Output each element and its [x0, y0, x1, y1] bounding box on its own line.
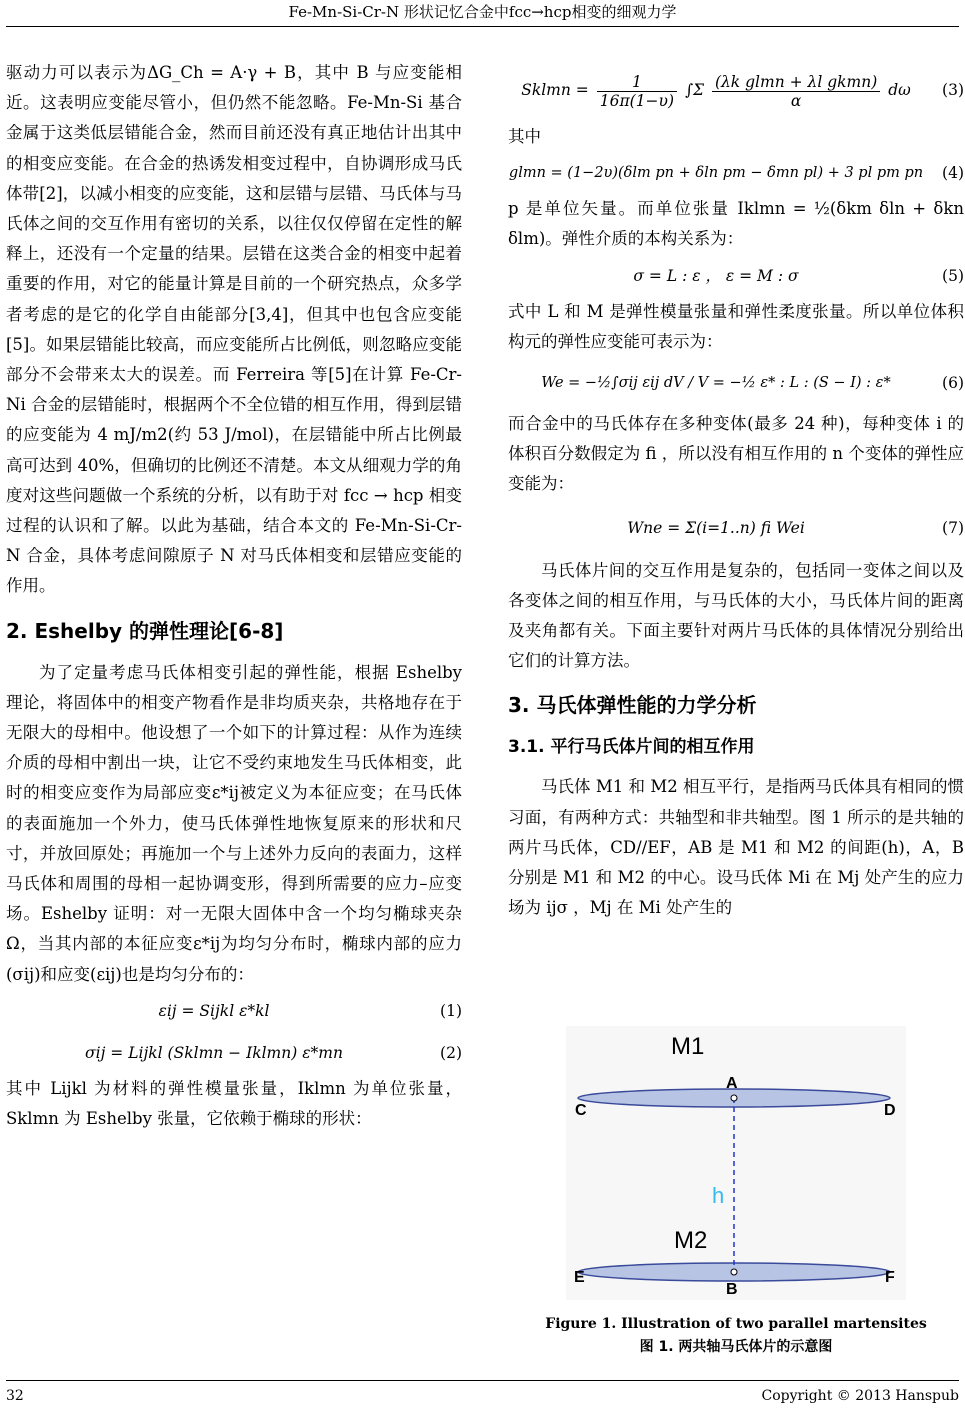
header-title: Fe-Mn-Si-Cr-N 形状记忆合金中fcc→hcp相变的细观力学 [288, 3, 677, 21]
equation-3-lhs: Sklmn = [521, 81, 589, 99]
equation-3-body [508, 58, 924, 122]
section-heading-mechanics: 3. 马氏体弹性能的力学分析 [508, 693, 757, 718]
equation-3-number: (3) [942, 81, 964, 99]
paragraph-variants: 而合金中的马氏体存在多种变体(最多 24 种)，每种变体 i 的体积百分数假定为 fi ，所以没有相互作用的 n 个变体的弹性应变能为： [508, 414, 964, 494]
equation-4-body: glmn = (1−2υ)(δlm pn + δln pm − δmn pl) + 3 pl pm pn [508, 165, 924, 182]
section-heading-eshelby: 2. Eshelby 的弹性理论[6-8] [6, 618, 284, 643]
paragraph-where: 其中 [508, 127, 541, 146]
label-d: D [884, 1102, 896, 1119]
equation-5 [508, 255, 964, 297]
paragraph-driving-force: 驱动力可以表示为ΔG_Ch = A·γ + B，其中 B 与应变能相近。这表明应变能尽管小，但仍然不能忽略。Fe-Mn-Si 基合金属于这类低层错能合金，然而目前还没有真正地估计出其中的相变应变能。在合金的热诱发相变过程中，自协调形成马氏体带[2]，以减小相变的应变能，这和层错与层错、马氏体与马氏体之间的交互作用有密切的关系，以往仅仅停留在定性的解释上，还没有一个定量的结果。层错在这类合金的相变中起着重要的作用，对它的能量计算是目前的一个研究热点，众多学者考虑的是它的化学自由能部分[3,4]，但其中也包含应变能[5]。如果层错能比较高，而应变能所占比例低，则忽略应变能部分不会带来太大的误差。而 Ferreira 等[5]在计算 Fe-Cr-Ni 合金的层错能时，根据两个不全位错的相互作用，得到层错的应变能为 4 mJ/m2(约 53 J/mol)，在层错能中所占比例最高可达到 40%，但确切的比例还不清楚。本文从细观力学的角度对这些问题做一个系统的分析，以有助于对 fcc → hcp 相变过程的认识和了解。以此为基础，结合本文的 Fe-Mn-Si-Cr-N 合金，具体考虑间隙原子 N 对马氏体相变和层错应变能的作用。 [6, 63, 462, 596]
paragraph-tensors: 其中 Lijkl 为材料的弹性模量张量，Iklmn 为单位张量，Sklmn 为 Eshelby 张量，它依赖于椭球的形状： [6, 1078, 462, 1129]
equation-3 [508, 58, 964, 122]
paragraph-elastic-energy: 式中 L 和 M 是弹性模量张量和弹性柔度张量。所以单位体积构元的弹性应变能可表示为： [508, 301, 964, 351]
equation-6-body: We = −½∫σij εij dV / V = −½ ε* : L : (S − I) : ε* [541, 375, 891, 392]
running-header [0, 2, 965, 22]
subsection-heading-parallel: 3.1. 平行马氏体片间的相互作用 [508, 737, 755, 758]
header-rule [6, 26, 959, 27]
label-e: E [574, 1269, 585, 1286]
label-b: B [726, 1281, 738, 1298]
figure-caption-english: Figure 1. Illustration of two parallel martensites [545, 1316, 927, 1332]
paragraph-eshelby-theory: 为了定量考虑马氏体相变引起的弹性能，根据 Eshelby 理论，将固体中的相变产物看作是非均质夹杂，共格地存在于无限大的母相中。他设想了一个如下的计算过程：从作为连续介质的母相中割出一块，让它不受约束地发生马氏体相变，此时的相变应变作为局部应变ε*ij被定义为本征应变；在马氏体的表面施加一个外力，使马氏体弹性地恢复原来的形状和尺寸，并放回原处；再施加一个与上述外力反向的表面力，这样马氏体和周围的母相一起协调变形，得到所需要的应力–应变场。Eshelby 证明：对一无限大固体中含一个均匀椭球夹杂 Ω，当其内部的本征应变ε*ij为均匀分布时，椭球内部的应力(σij)和应变(εij)也是均匀分布的： [6, 662, 462, 984]
equation-3-prefactor: $\frac{1}{16\pi(1-\upsilon)}$ [597, 73, 677, 110]
paragraph-unit-tensor: p 是单位矢量。而单位张量 Iklmn = ½(δkm δln + δkn δlm)。弹性介质的本构关系为： [508, 199, 964, 249]
figure-parallel-martensites [566, 1026, 906, 1300]
label-m2: M2 [674, 1227, 708, 1254]
center-a [731, 1095, 737, 1101]
equation-2-body: σij = Lijkl (Sklmn − Iklmn) ε*mn [85, 1043, 343, 1062]
footer-rule [6, 1380, 959, 1381]
equation-3-integral: ∫Σ [684, 81, 704, 99]
equation-1-number: (1) [440, 1001, 462, 1020]
page-number: 32 [6, 1388, 24, 1404]
equation-1-body: εij = Sijkl ε*kl [158, 1001, 270, 1020]
label-h: h [712, 1183, 725, 1208]
figure-caption-chinese: 图 1. 两共轴马氏体片的示意图 [639, 1339, 833, 1355]
equation-7-number: (7) [942, 518, 964, 537]
equation-7-body: Wne = Σ(i=1..n) fi Wei [627, 518, 805, 537]
left-column [6, 58, 462, 1134]
equation-6 [508, 357, 964, 409]
equation-4 [508, 152, 964, 194]
figure-background [566, 1026, 906, 1300]
label-m1: M1 [671, 1033, 705, 1060]
equation-5-body: σ = L : ε ， ε = M : σ [633, 266, 799, 285]
label-a: A [726, 1075, 738, 1092]
equation-4-number: (4) [942, 164, 964, 183]
center-b [731, 1269, 737, 1275]
right-column [508, 58, 964, 923]
label-c: C [575, 1102, 587, 1119]
paragraph-parallel-martensites: 马氏体 M1 和 M2 相互平行，是指两马氏体具有相同的惯习面，有两种方式：共轴型和非共轴型。图 1 所示的是共轴的两片马氏体，CD//EF，AB 是 M1 和 M2 的间距(h)，A，B 分别是 M1 和 M2 的中心。设马氏体 Mi 在 Mj 处产生的应力场为 ijσ ，Mj 在 Mi 处产生的 [508, 777, 964, 918]
equation-2-number: (2) [440, 1043, 462, 1062]
label-f: F [885, 1269, 895, 1286]
equation-3-integrand: $\frac{\text{(λk glmn + λl gkmn)}}{\alpha}$ [712, 73, 880, 110]
paragraph-interaction: 马氏体片间的交互作用是复杂的，包括同一变体之间以及各变体之间的相互作用，与马氏体的大小，马氏体片间的距离及夹角都有关。下面主要针对两片马氏体的具体情况分别给出它们的计算方法。 [508, 560, 964, 671]
equation-3-dw: dω [888, 81, 911, 99]
equation-5-number: (5) [942, 266, 964, 285]
copyright-notice: Copyright © 2013 Hanspub [761, 1388, 959, 1404]
equation-2 [6, 1032, 462, 1074]
equation-6-number: (6) [942, 374, 964, 393]
equation-1 [6, 990, 462, 1032]
equation-7 [508, 500, 964, 556]
